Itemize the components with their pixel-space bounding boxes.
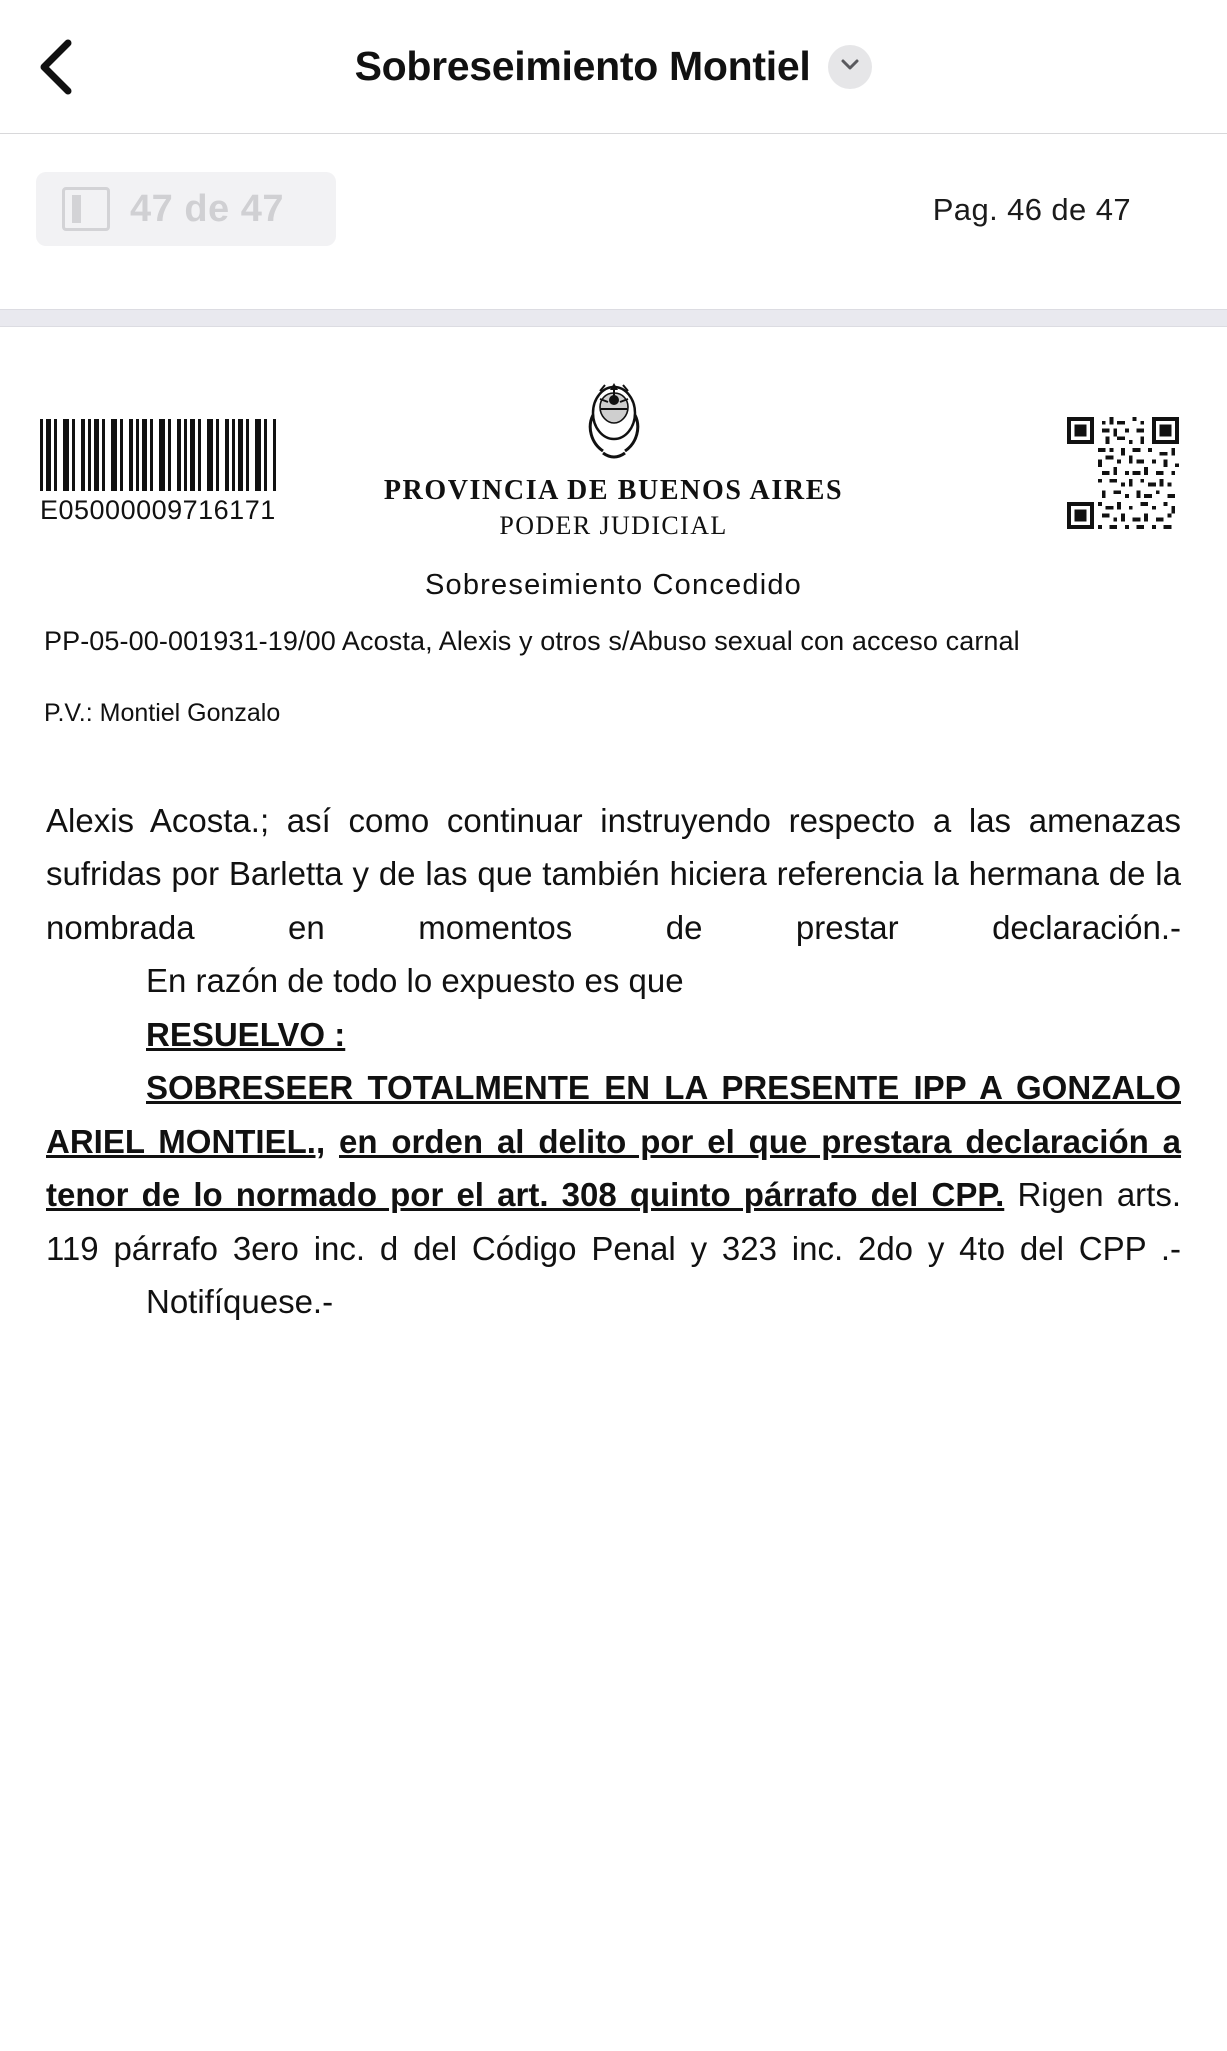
resolution-part-c: Rigen arts. 119 párrafo 3ero inc. d del Código Penal y 323 inc. 2do y 4to del CPP .- — [46, 1176, 1181, 1267]
barcode-number: E05000009716171 — [40, 495, 276, 525]
resolution-paragraph — [46, 1061, 1181, 1275]
qr-code-icon — [1067, 417, 1179, 529]
app-header — [0, 0, 1227, 134]
back-button[interactable] — [26, 36, 88, 98]
pages-icon — [62, 187, 110, 231]
party-reference: P.V.: Montiel Gonzalo — [44, 699, 281, 727]
province-label: PROVINCIA DE BUENOS AIRES — [383, 475, 844, 506]
institutional-header — [0, 369, 1227, 541]
body-paragraph-2: En razón de todo lo expuesto es que — [146, 962, 684, 1000]
page-indicator-bar — [0, 134, 1227, 309]
branch-label: PODER JUDICIAL — [499, 511, 728, 540]
page-count-label: 47 de 47 — [130, 187, 284, 230]
coat-of-arms-icon — [575, 369, 653, 473]
document-page[interactable] — [0, 327, 1227, 2051]
resolution-heading: RESUELVO : — [146, 1015, 346, 1053]
document-header — [0, 327, 1227, 567]
body-paragraph-1: Alexis Acosta.; así como continuar instruyendo respecto a las amenazas sufridas por Barletta y de las que también hiciera referencia la hermana de la nombrada en momentos de prestar declaración.- — [46, 802, 1181, 946]
document-subtitle: Sobreseimiento Concedido — [424, 569, 802, 601]
document-menu-button[interactable] — [828, 45, 872, 89]
page-title: Sobreseimiento Montiel — [354, 43, 811, 89]
body-paragraph-4: Notifíquese.- — [146, 1283, 334, 1321]
case-reference: PP-05-00-001931-19/00 Acosta, Alexis y otros s/Abuso sexual con acceso carnal — [44, 626, 1020, 656]
chevron-left-icon — [34, 36, 80, 98]
divider — [0, 309, 1227, 327]
current-page-label: Pag. 46 de 47 — [932, 192, 1131, 227]
chevron-down-icon — [837, 51, 863, 82]
document-body — [46, 794, 1181, 1329]
resolution-part-b: en orden al delito por el que prestara declaración a tenor de lo normado por el art. 308 quinto párrafo del CPP. — [46, 1122, 1181, 1214]
resolution-part-a: SOBRESEER TOTALMENTE EN LA PRESENTE IPP A GONZALO ARIEL MONTIEL., — [46, 1069, 1181, 1160]
page-count-pill[interactable] — [36, 172, 336, 246]
title-group — [355, 43, 873, 90]
